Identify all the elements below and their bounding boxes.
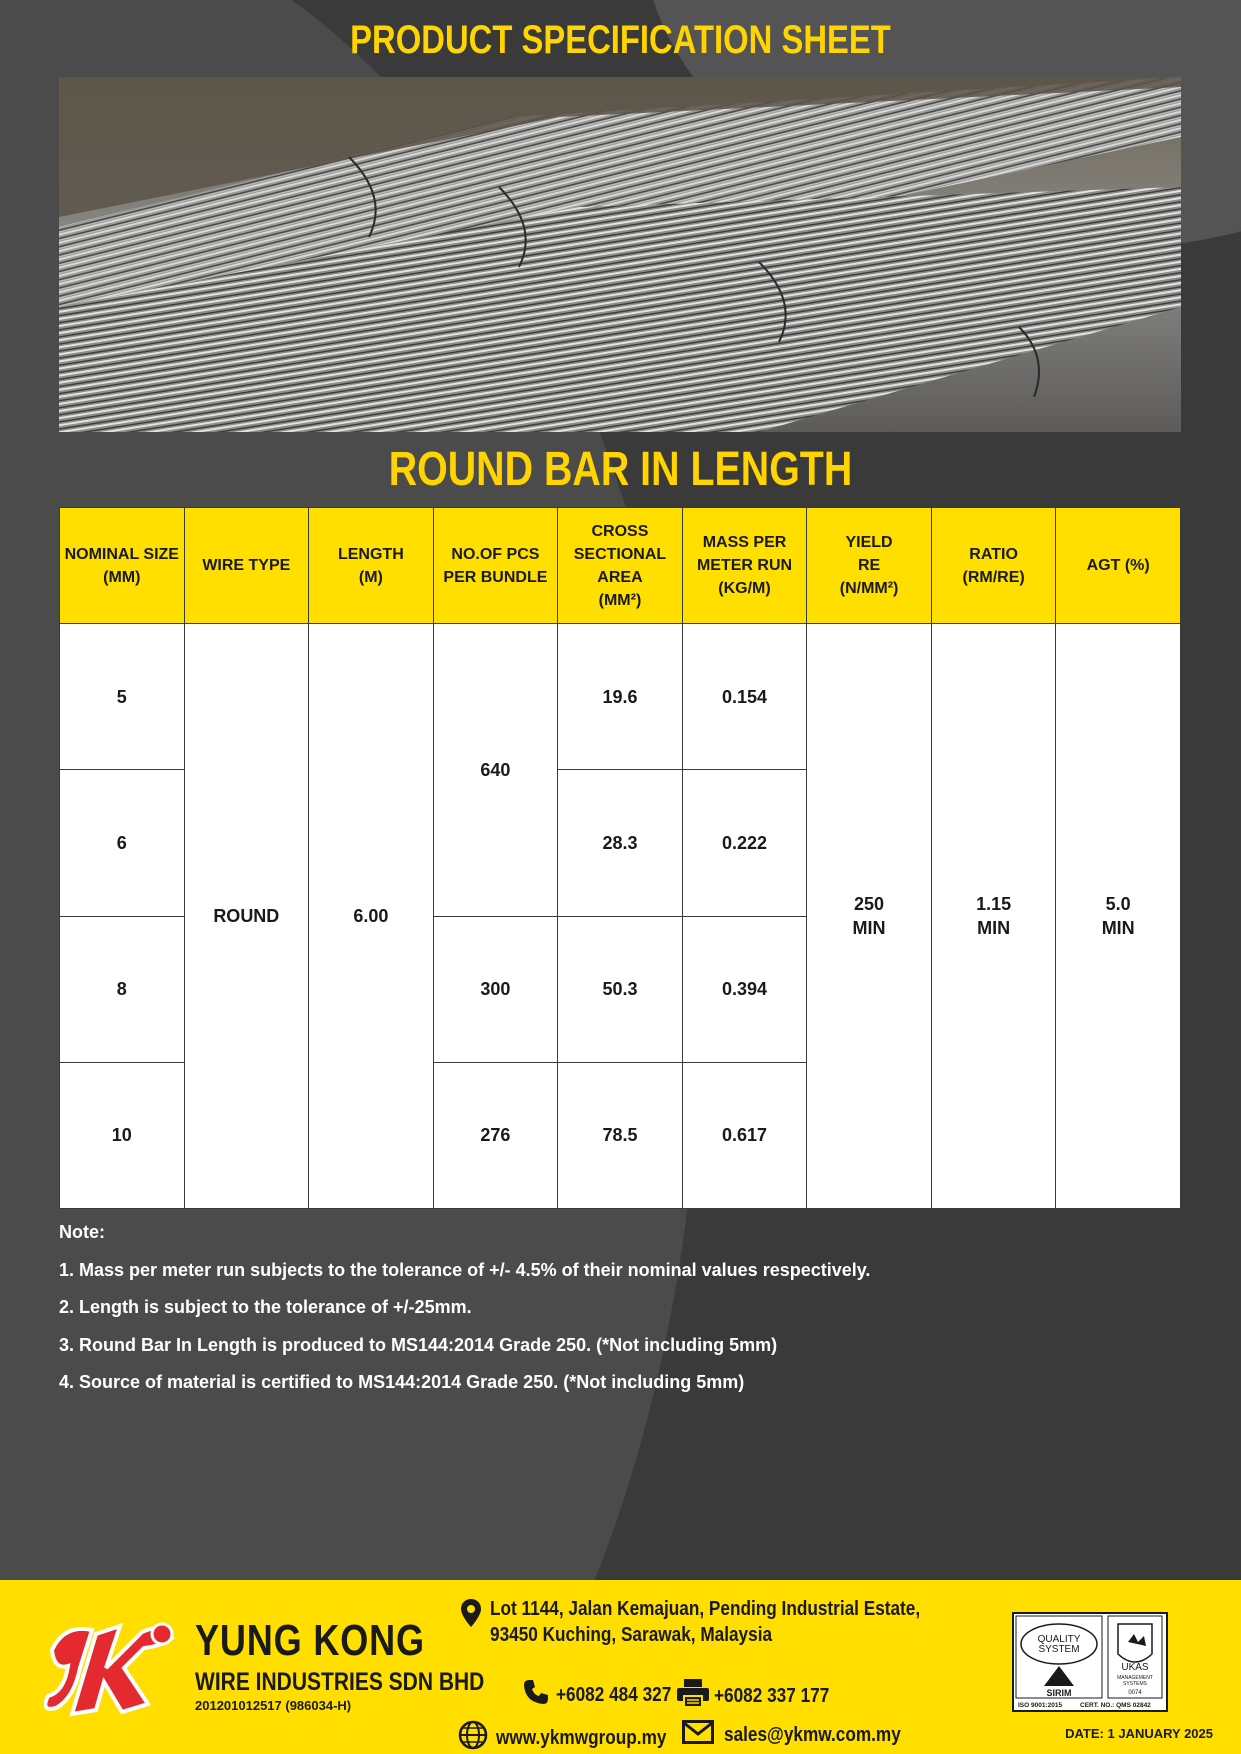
header-wire-type: WIRE TYPE	[184, 508, 309, 624]
cell-mass: 0.222	[682, 770, 807, 916]
cert-ukas-subtext-2: SYSTEMS	[1123, 1681, 1147, 1687]
email-link[interactable]: sales@ykmw.com.my	[724, 1723, 901, 1746]
cert-ukas-subtext-1: MANAGEMENT	[1117, 1675, 1153, 1681]
address	[460, 1596, 990, 1648]
cert-sirim-text: SIRIM	[1046, 1688, 1072, 1698]
brand-name: YUNG KONG	[195, 1616, 425, 1665]
website-link[interactable]: www.ykmwgroup.my	[496, 1726, 667, 1749]
cell-size: 8	[60, 916, 185, 1062]
cell-area: 28.3	[558, 770, 683, 916]
cell-area: 50.3	[558, 916, 683, 1062]
header-length: LENGTH (M)	[309, 508, 434, 624]
cell-mass: 0.154	[682, 624, 807, 770]
website	[458, 1720, 694, 1754]
location-pin-icon	[460, 1598, 482, 1634]
cell-yield: 250 MIN	[807, 624, 932, 1209]
address-line-1: Lot 1144, Jalan Kemajuan, Pending Industrial Estate,	[490, 1598, 921, 1620]
table-header-row	[60, 508, 1181, 624]
product-photo-round-bars	[59, 77, 1181, 432]
cell-mass: 0.617	[682, 1062, 807, 1208]
phone-number[interactable]: +6082 484 327	[556, 1683, 672, 1706]
specification-table	[59, 507, 1181, 1209]
phone	[522, 1678, 690, 1712]
notes-heading: Note:	[59, 1222, 105, 1242]
cell-size: 10	[60, 1062, 185, 1208]
cert-number-text: CERT. NO.: QMS 02842	[1080, 1702, 1151, 1709]
header-pcs-per-bundle: NO.OF PCS PER BUNDLE	[433, 508, 558, 624]
table-row	[60, 624, 1181, 770]
address-line-2: 93450 Kuching, Sarawak, Malaysia	[490, 1624, 773, 1646]
phone-icon	[522, 1678, 550, 1712]
cell-area: 78.5	[558, 1062, 683, 1208]
cert-ukas-number: 0074	[1128, 1690, 1142, 1696]
header-nominal-size: NOMINAL SIZE (MM)	[60, 508, 185, 624]
globe-icon	[458, 1720, 488, 1754]
cell-size: 5	[60, 624, 185, 770]
cell-size: 6	[60, 770, 185, 916]
certification-logos	[1012, 1612, 1168, 1712]
fax-number[interactable]: +6082 337 177	[714, 1684, 830, 1707]
document-date: DATE: 1 JANUARY 2025	[1065, 1726, 1213, 1741]
cert-quality-text-1: QUALITY	[1037, 1634, 1081, 1645]
notes-section	[59, 1218, 870, 1406]
mail-icon	[682, 1720, 714, 1750]
footer	[0, 1580, 1241, 1754]
section-title: ROUND BAR IN LENGTH	[388, 443, 853, 496]
cell-pcs-per-bundle: 300	[433, 916, 558, 1062]
company-registration: 201201012517 (986034-H)	[195, 1698, 352, 1713]
fax	[676, 1678, 848, 1714]
header-ratio: RATIO (RM/RE)	[931, 508, 1056, 624]
cell-area: 19.6	[558, 624, 683, 770]
cell-pcs-per-bundle: 640	[433, 624, 558, 917]
company-logo-icon	[44, 1616, 184, 1720]
cell-agt: 5.0 MIN	[1056, 624, 1181, 1209]
cell-mass: 0.394	[682, 916, 807, 1062]
page-title: PRODUCT SPECIFICATION SHEET	[350, 18, 891, 62]
note-item: 2. Length is subject to the tolerance of +/-25mm.	[59, 1297, 472, 1317]
header-yield: YIELD RE (N/MM²)	[807, 508, 932, 624]
note-item: 3. Round Bar In Length is produced to MS144:2014 Grade 250. (*Not including 5mm)	[59, 1334, 778, 1355]
cell-length: 6.00	[309, 624, 434, 1209]
email	[682, 1720, 930, 1750]
header-cross-sectional-area: CROSS SECTIONAL AREA (MM²)	[558, 508, 683, 624]
note-item: 4. Source of material is certified to MS144:2014 Grade 250. (*Not including 5mm)	[59, 1372, 745, 1392]
cell-pcs-per-bundle: 276	[433, 1062, 558, 1208]
cert-iso-text: ISO 9001:2015	[1018, 1702, 1063, 1709]
fax-printer-icon	[676, 1678, 710, 1714]
cell-wire-type: ROUND	[184, 624, 309, 1209]
note-item: 1. Mass per meter run subjects to the tolerance of +/- 4.5% of their nominal values respectively.	[59, 1259, 871, 1280]
brand-subtitle: WIRE INDUSTRIES SDN BHD	[195, 1668, 485, 1696]
cert-ukas-text: UKAS	[1121, 1662, 1149, 1673]
cell-ratio: 1.15 MIN	[931, 624, 1056, 1209]
header-agt: AGT (%)	[1056, 508, 1181, 624]
cert-quality-text-2: SYSTEM	[1038, 1644, 1080, 1655]
header-mass-per-meter: MASS PER METER RUN (KG/M)	[682, 508, 807, 624]
